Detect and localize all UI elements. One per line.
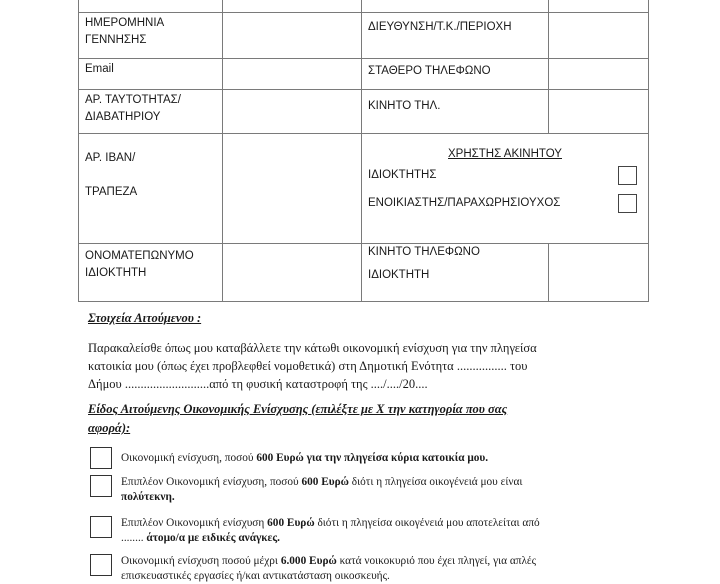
- email-label: Email: [79, 59, 223, 90]
- empty-cell: [362, 0, 549, 13]
- title-line: αφορά):: [88, 421, 131, 435]
- owner-name-label: [79, 244, 223, 302]
- option-amount: 600 Ευρώ: [301, 476, 349, 488]
- option-text: κατά νοικοκυριό που έχει πληγεί, για απλές: [336, 555, 537, 567]
- mobile-label: ΚΙΝΗΤΟ ΤΗΛ.: [362, 90, 549, 134]
- landline-field[interactable]: [549, 59, 649, 90]
- option-amount: 600 Ευρώ: [267, 517, 315, 529]
- owner-mobile-field[interactable]: [549, 244, 649, 302]
- aid-option-checkbox[interactable]: [90, 447, 112, 469]
- date-of-birth-field[interactable]: [223, 13, 362, 59]
- label-text: ΟΝΟΜΑΤΕΠΩΝΥΜΟ: [85, 250, 194, 262]
- owner-name-field[interactable]: [223, 244, 362, 302]
- label-text: ΗΜΕΡΟΜΗΝΙΑ: [85, 17, 165, 29]
- aid-option-checkbox[interactable]: [90, 516, 112, 538]
- option-condition: άτομο/α με ειδικές ανάγκες.: [146, 532, 280, 544]
- option-text: Επιπλέον Οικονομική ενίσχυση, ποσού: [121, 476, 302, 488]
- iban-field[interactable]: [223, 134, 362, 244]
- title-line: Είδος Αιτούμενης Οικονομικής Ενίσχυσης (επιλέξτε με Χ την κατηγορία που σας: [88, 402, 508, 416]
- id-number-label: [79, 90, 223, 134]
- aid-option-checkbox[interactable]: [90, 554, 112, 576]
- input-cell[interactable]: [223, 0, 362, 13]
- label-text: ΑΡ. ΤΑΥΤΟΤΗΤΑΣ/: [85, 94, 181, 106]
- date-of-birth-label: [79, 13, 223, 59]
- property-user-cell: [362, 134, 649, 244]
- tenant-label: ΕΝΟΙΚΙΑΣΤΗΣ/ΠΑΡΑΧΩΡΗΣΙΟΥΧΟΣ: [368, 197, 561, 209]
- label-text: ΙΔΙΟΚΤΗΤΗ: [85, 267, 147, 279]
- iban-label: [79, 134, 223, 244]
- aid-option-repairs: [90, 554, 635, 584]
- option-text: Οικονομική ενίσχυση ποσού μέχρι: [121, 555, 281, 567]
- request-section-title: Στοιχεία Αιτούμενου :: [88, 311, 202, 325]
- option-text: διότι η πληγείσα οικογένειά μου είναι: [348, 476, 523, 488]
- option-amount: 6.000 Ευρώ: [280, 555, 337, 567]
- aid-option-checkbox[interactable]: [90, 475, 112, 497]
- label-text: ΔΙΑΒΑΤΗΡΙΟΥ: [85, 111, 161, 123]
- owner-label: ΙΔΙΟΚΤΗΤΗΣ: [368, 169, 437, 181]
- empty-cell: [79, 0, 223, 13]
- input-cell[interactable]: [549, 0, 649, 13]
- label-text: ΙΔΙΟΚΤΗΤΗ: [368, 269, 430, 281]
- paragraph-line: Παρακαλείσθε όπως μου καταβάλλετε την κάτωθι οικονομική ενίσχυση για την πληγείσα: [88, 341, 537, 355]
- property-user-heading: ΧΡΗΣΤΗΣ ΑΚΙΝΗΤΟΥ: [448, 148, 562, 160]
- address-field[interactable]: [549, 13, 649, 59]
- label-text: ΑΡ. IBAN/: [85, 152, 136, 164]
- aid-option-main-residence: [90, 447, 635, 469]
- applicant-details-table: [78, 0, 649, 302]
- option-condition: πολύτεκνη.: [121, 491, 175, 503]
- option-amount: 600 Ευρώ για την πληγείσα κύρια κατοικία μου.: [256, 452, 489, 464]
- paragraph-line: Δήμου ...........................από τη φυσική καταστροφή της ..../..../20....: [88, 377, 428, 391]
- tenant-checkbox[interactable]: [618, 194, 637, 213]
- aid-type-title: [88, 400, 633, 438]
- email-field[interactable]: [223, 59, 362, 90]
- label-text: ΚΙΝΗΤΟ ΤΗΛΕΦΩΝΟ: [368, 246, 480, 258]
- mobile-field[interactable]: [549, 90, 649, 134]
- label-text: ΤΡΑΠΕΖΑ: [85, 186, 138, 198]
- label-text: ΓΕΝΝΗΣΗΣ: [85, 34, 147, 46]
- address-label: ΔΙΕΥΘΥΝΣΗ/Τ.Κ./ΠΕΡΙΟΧΗ: [362, 13, 549, 59]
- option-text: Οικονομική ενίσχυση, ποσού: [121, 452, 257, 464]
- paragraph-line: κατοικία μου (όπως έχει προβλεφθεί νομοθετικά) στη Δημοτική Ενότητα ................ του: [88, 359, 528, 373]
- option-text: ........: [121, 532, 147, 544]
- id-number-field[interactable]: [223, 90, 362, 134]
- option-text: Επιπλέον Οικονομική ενίσχυση: [121, 517, 268, 529]
- owner-mobile-label: [362, 244, 549, 302]
- owner-checkbox[interactable]: [618, 166, 637, 185]
- aid-option-special-needs: [90, 516, 635, 546]
- aid-option-large-family: [90, 475, 635, 505]
- landline-label: ΣΤΑΘΕΡΟ ΤΗΛΕΦΩΝΟ: [362, 59, 549, 90]
- request-paragraph: [88, 339, 628, 393]
- option-text: επισκευαστικές εργασίες ή/και αντικατάσταση οικοσκευής.: [121, 570, 390, 582]
- option-text: διότι η πληγείσα οικογένειά μου αποτελείται από: [314, 517, 540, 529]
